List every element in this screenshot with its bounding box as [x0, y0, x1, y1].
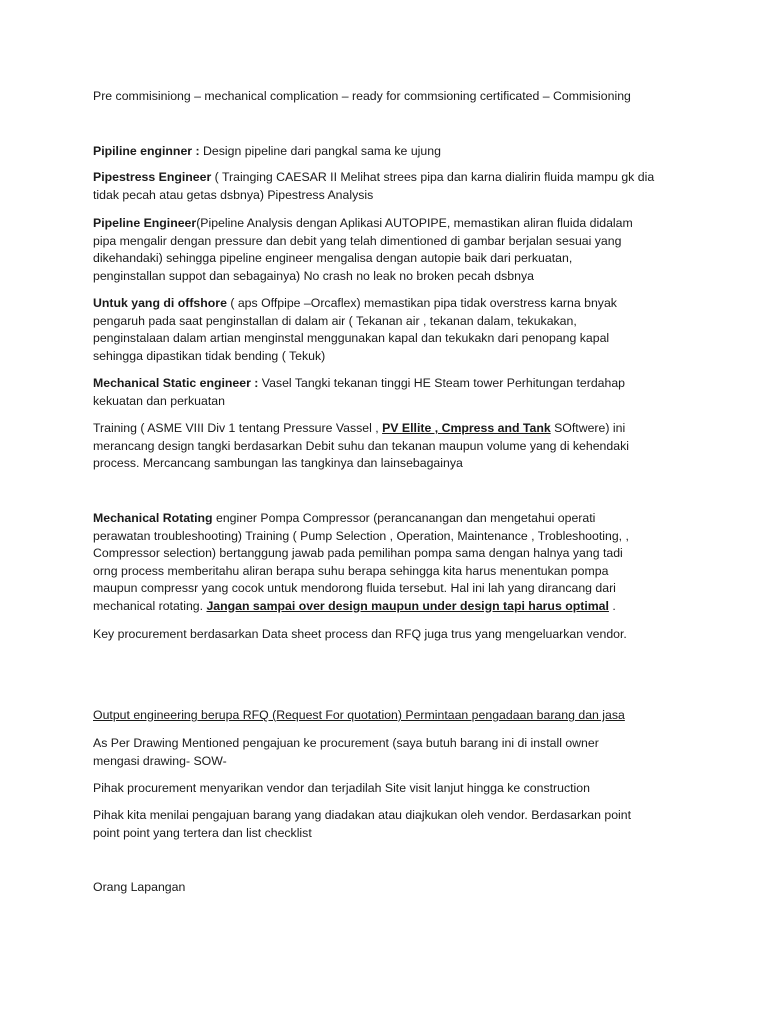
pipestress-label: Pipestress Engineer — [93, 170, 212, 184]
procurement-paragraph: Key procurement berdasarkan Data sheet process dan RFQ juga trus yang mengeluarkan vendor. — [93, 627, 627, 641]
offshore-label: Untuk yang di offshore — [93, 296, 227, 310]
output-engineering-heading: Output engineering berupa RFQ (Request For quotation) Permintaan pengadaan barang dan jasa — [93, 708, 625, 722]
pipestress-paragraph — [93, 169, 685, 204]
process-flow-line: Pre commisiniong – mechanical complication – ready for commsioning certificated – Commisioning — [93, 89, 631, 103]
pipeline-engineer-paragraph — [93, 143, 685, 161]
rotating-engineer-label: Mechanical Rotating — [93, 511, 213, 525]
offshore-paragraph — [93, 295, 685, 365]
rotating-engineer-text: enginer Pompa Compressor (perancanangan dan mengetahui operati perawatan troubleshooting) Training ( Pump Selection , Operation, Maintenance , Trobleshooting, , Compressor selection) bertanggung jawab pada pemilihan pompa sama dengan halnya yang tadi orng process memberitahu aliran berapa suhu berapa sehingga kita harus menentukan pompa maupun compressr yang cocok untuk mendorong fluida tersebut. Hal ini lah yang dirancang dari mechanical rotating. — [93, 511, 629, 613]
assessment-paragraph: Pihak kita menilai pengajuan barang yang diadakan atau diajkukan oleh vendor. Berdasarkan point point point yang tertera dan list checklist — [93, 808, 632, 840]
field-people-line: Orang Lapangan — [93, 880, 186, 894]
static-training-text-1: Training ( ASME VIII Div 1 tentang Pressure Vassel , — [93, 421, 383, 435]
pipestress-text: ( Trainging CAESAR II Melihat strees pipa dan karna dialirin fluida mampu gk dia tidak pecah atau getas dsbnya) Pipestress Analysis — [93, 170, 655, 202]
drawing-paragraph: As Per Drawing Mentioned pengajuan ke procurement (saya butuh barang ini di install owner mengasi drawing- SOW- — [93, 736, 599, 768]
static-engineer-text: Vasel Tangki tekanan tinggi HE Steam tower Perhitungan terdahap kekuatan dan perkuatan — [93, 376, 626, 408]
pipeline-analysis-paragraph — [93, 215, 685, 285]
software-link[interactable]: PV Ellite , Cmpress and Tank — [382, 421, 551, 435]
pipeline-engineer-label: Pipiline enginner : — [93, 144, 200, 158]
rotating-engineer-end: . — [608, 598, 616, 613]
static-engineer-paragraph — [93, 375, 685, 410]
offshore-text: ( aps Offpipe –Orcaflex) memastikan pipa tidak overstress karna bnyak pengaruh pada saat penginstallan di dalam air ( Tekanan air , tekanan dalam, tekukakan, penginstalaan dalam artian menginstal menggunakan kapal dan tekukakn dari penopang kapal sehingga dipastikan tidak bending ( Tekuk) — [93, 296, 617, 363]
static-training-paragraph — [93, 420, 685, 473]
optimal-design-note: Jangan sampai over design maupun under design tapi harus optimal — [206, 598, 609, 613]
pipeline-analysis-text: (Pipeline Analysis dengan Aplikasi AUTOPIPE, memastikan aliran fluida didalam pipa mengalir dengan pressure dan debit yang telah dimentioned di gambar berjalan sesuai yang dikehandaki) sehingga pipeline engineer mengalisa dengan autopie baik dari perkuatan, penginstallan suppot dan sebagainya) No crash no leak no broken pecah dsbnya — [93, 216, 633, 283]
static-training-text-2: SOftwere) ini merancang design tangki berdasarkan Debit suhu dan tekanan maupun volume yang di kehendaki process. Mercancang sambungan las tangkinya dan lainsebagainya — [93, 421, 629, 470]
static-engineer-label: Mechanical Static engineer : — [93, 376, 259, 390]
rotating-engineer-paragraph — [93, 510, 685, 615]
pipeline-engineer-text: Design pipeline dari pangkal sama ke ujung — [199, 144, 441, 158]
vendor-paragraph: Pihak procurement menyarikan vendor dan terjadilah Site visit lanjut hingga ke construction — [93, 781, 590, 795]
pipeline-analysis-label: Pipeline Engineer — [93, 216, 197, 230]
